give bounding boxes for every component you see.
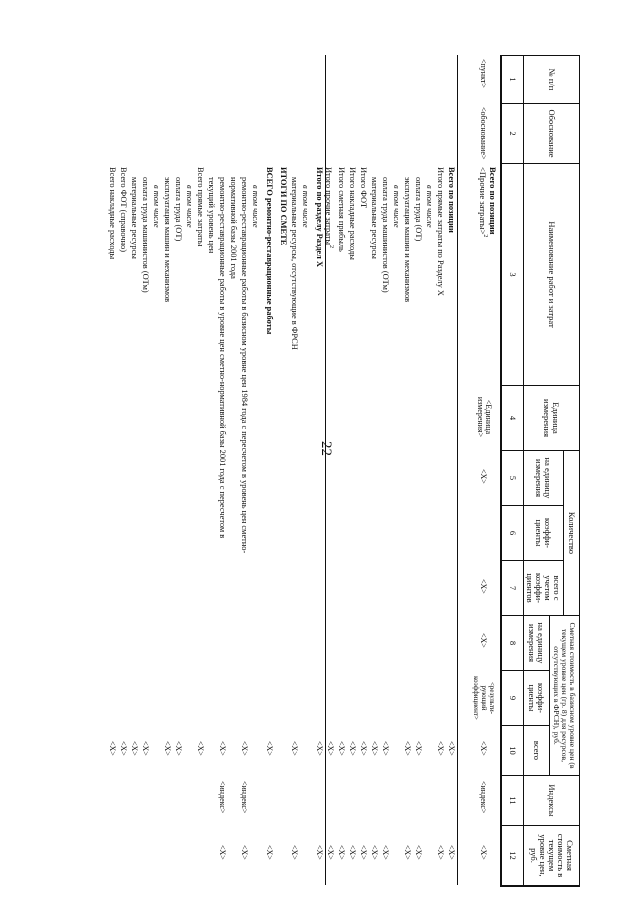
summary-line-text: Всего накладные расходы bbox=[108, 167, 117, 260]
summary-line bbox=[347, 55, 357, 885]
header-cost-coef: коэффи-циенты bbox=[523, 671, 549, 726]
index-marker: <индекс> bbox=[240, 781, 249, 814]
column-number-3: 3 bbox=[501, 164, 523, 386]
header-qty-coef: коэффи-циенты bbox=[523, 506, 563, 561]
summary-line-text: нормативной базы 2001 года bbox=[229, 177, 238, 279]
value-marker: <X> bbox=[130, 741, 139, 756]
value-marker: <X> bbox=[315, 741, 324, 756]
row-c9: <результи-рующий коэффициент> bbox=[472, 676, 496, 720]
summary-line-text: оплата труда машинистов (ОТм) bbox=[381, 177, 390, 293]
summary-line-text: в том числе bbox=[251, 185, 260, 228]
summary-line bbox=[300, 55, 310, 885]
header-name: Наименование работ и затрат bbox=[523, 164, 579, 386]
summary-line-text: ремонтно-реставрационные работы в базисном уровне цен 1984 года с пересчетом в уровень цен сметно- bbox=[240, 177, 249, 554]
summary-line bbox=[107, 55, 117, 885]
page-number: 22 bbox=[318, 441, 334, 456]
summary-line-text: в том числе bbox=[392, 185, 401, 228]
header-qty: Количество bbox=[563, 451, 579, 616]
summary-line-text: Всего по позиции bbox=[447, 167, 456, 233]
header-cost: Сметная стоимость в базисном уровне цен (в текущем уровне цен (гр. 8) для ресурсов, отсутствующих в ФРСН), руб. bbox=[549, 616, 579, 776]
summary-line-text: оплата труда (ОТ) bbox=[414, 177, 423, 242]
summary-line-sup: 2 bbox=[328, 244, 334, 248]
column-number-10: 10 bbox=[501, 726, 523, 776]
summary-line bbox=[435, 55, 445, 885]
value-marker: <X> bbox=[436, 741, 445, 756]
summary-line bbox=[314, 55, 324, 885]
header-unit: Единица измерения bbox=[523, 386, 579, 451]
row-basis: <обоснование> bbox=[479, 107, 488, 160]
value-marker: <X> bbox=[337, 741, 346, 756]
current-value-marker: <X> bbox=[447, 845, 456, 860]
summary-line bbox=[184, 55, 194, 885]
summary-line bbox=[446, 55, 456, 885]
column-number-2: 2 bbox=[501, 104, 523, 164]
column-number-8: 8 bbox=[501, 616, 523, 671]
summary-line bbox=[217, 55, 227, 885]
value-marker: <X> bbox=[403, 741, 412, 756]
column-number-6: 6 bbox=[501, 506, 523, 561]
summary-line bbox=[424, 55, 434, 885]
value-marker: <X> bbox=[174, 741, 183, 756]
current-value-marker: <X> bbox=[436, 845, 445, 860]
summary-line bbox=[228, 55, 238, 885]
summary-line-text: текущий уровень цен bbox=[207, 177, 216, 254]
value-marker: <X> bbox=[218, 741, 227, 756]
summary-line-text: материальные ресурсы bbox=[370, 177, 379, 259]
column-number-7: 7 bbox=[501, 561, 523, 616]
summary-line-text: Итого накладные расходы bbox=[348, 167, 357, 260]
position-row bbox=[457, 55, 502, 885]
value-marker: <X> bbox=[196, 741, 205, 756]
summary-line-text: Итого сметная прибыль bbox=[337, 167, 346, 252]
row-cur: <X> bbox=[479, 845, 488, 860]
summary-line bbox=[118, 55, 128, 885]
value-marker: <X> bbox=[163, 741, 172, 756]
row-c8: <X> bbox=[479, 633, 488, 648]
summary-line bbox=[380, 55, 390, 885]
summary-line-text: эксплуатация машин и механизмов bbox=[403, 177, 412, 303]
index-marker: <индекс> bbox=[218, 781, 227, 814]
summary-line bbox=[250, 55, 260, 885]
header-current-cost: Сметная стоимость в текущем уровне цен, руб. bbox=[523, 826, 579, 886]
summary-line bbox=[140, 55, 150, 885]
summary-line-text: оплата труда машинистов (ОТм) bbox=[141, 177, 150, 293]
summary-divider bbox=[325, 55, 326, 885]
row-name-text: <Прочие затраты> bbox=[478, 167, 488, 235]
value-marker: <X> bbox=[381, 741, 390, 756]
summary-line-text: Итого ФОТ bbox=[359, 167, 368, 209]
current-value-marker: <X> bbox=[414, 845, 423, 860]
summary-line-text: ВСЕГО ремонтно-реставрационные работы bbox=[265, 167, 274, 335]
estimate-table bbox=[500, 55, 580, 887]
current-value-marker: <X> bbox=[218, 845, 227, 860]
column-number-9: 9 bbox=[501, 671, 523, 726]
header-basis: Обоснование bbox=[523, 104, 579, 164]
summary-line-text: Итого по разделу Раздел X bbox=[315, 167, 324, 267]
summary-line-text: ремонтно-реставрационные работы в уровне цен сметно-нормативной базы 2001 года с пересчетом в bbox=[218, 177, 227, 539]
summary-line bbox=[264, 55, 274, 885]
summary-line bbox=[325, 55, 335, 885]
current-value-marker: <X> bbox=[315, 845, 324, 860]
header-cost-per-unit: на единицу измерения bbox=[523, 616, 549, 671]
summary-line-text: Итого прямые затраты по Разделу X bbox=[436, 167, 445, 296]
current-value-marker: <X> bbox=[337, 845, 346, 860]
current-value-marker: <X> bbox=[290, 845, 299, 860]
value-marker: <X> bbox=[348, 741, 357, 756]
column-number-5: 5 bbox=[501, 451, 523, 506]
summary-line-text: в том числе bbox=[301, 185, 310, 228]
value-marker: <X> bbox=[370, 741, 379, 756]
row-name-sup: 2 bbox=[481, 234, 488, 238]
summary-line-text: Всего ФОТ (справочно) bbox=[119, 167, 128, 253]
current-value-marker: <X> bbox=[240, 845, 249, 860]
header-qty-per-unit: на единицу измерения bbox=[523, 451, 563, 506]
summary-line-text: материальные ресурсы bbox=[130, 177, 139, 259]
current-value-marker: <X> bbox=[348, 845, 357, 860]
summary-line bbox=[369, 55, 379, 885]
current-value-marker: <X> bbox=[265, 845, 274, 860]
row-c10: <X> bbox=[479, 741, 488, 756]
value-marker: <X> bbox=[414, 741, 423, 756]
value-marker: <X> bbox=[119, 741, 128, 756]
summary-line bbox=[402, 55, 412, 885]
summary-line bbox=[195, 55, 205, 885]
current-value-marker: <X> bbox=[370, 845, 379, 860]
summary-line bbox=[162, 55, 172, 885]
summary-line-text: оплата труда (ОТ) bbox=[174, 177, 183, 242]
value-marker: <X> bbox=[447, 741, 456, 756]
row-q5: <X> bbox=[479, 469, 488, 484]
value-marker: <X> bbox=[359, 741, 368, 756]
summary-line-text: ИТОГИ ПО СМЕТЕ bbox=[279, 167, 288, 246]
header-num: № п/п bbox=[523, 56, 579, 104]
summary-line bbox=[289, 55, 299, 885]
row-idx: <индекс> bbox=[479, 781, 488, 814]
summary-line bbox=[206, 55, 216, 885]
value-marker: <X> bbox=[290, 741, 299, 756]
value-marker: <X> bbox=[265, 741, 274, 756]
summary-line bbox=[358, 55, 368, 885]
summary-line bbox=[151, 55, 161, 885]
summary-line-text: Всего прямые затраты bbox=[196, 167, 205, 247]
column-number-12: 12 bbox=[501, 826, 523, 886]
summary-line-text: в том числе bbox=[185, 185, 194, 228]
summary-line bbox=[129, 55, 139, 885]
current-value-marker: <X> bbox=[359, 845, 368, 860]
summary-line bbox=[278, 55, 288, 885]
summary-line-text: в том числе bbox=[425, 185, 434, 228]
current-value-marker: <X> bbox=[403, 845, 412, 860]
header-qty-total: всего с учетом коэффи-циентов bbox=[523, 561, 563, 616]
summary-line-text: в том числе bbox=[152, 185, 161, 228]
summary-line bbox=[336, 55, 346, 885]
column-number-11: 11 bbox=[501, 776, 523, 826]
summary-line-text: Итого прочие затраты$^2$ bbox=[324, 167, 334, 248]
rotated-estimate-table bbox=[40, 55, 580, 885]
value-marker: <X> bbox=[141, 741, 150, 756]
header-cost-total: всего bbox=[523, 726, 549, 776]
value-marker: <X> bbox=[240, 741, 249, 756]
value-marker: <X> bbox=[108, 741, 117, 756]
summary-line bbox=[173, 55, 183, 885]
row-num: <пункт> bbox=[479, 59, 488, 88]
value-marker: <X> bbox=[326, 741, 335, 756]
row-unit: <Единица измерения> bbox=[476, 396, 493, 438]
summary-line bbox=[391, 55, 401, 885]
current-value-marker: <X> bbox=[381, 845, 390, 860]
summary-lines bbox=[46, 55, 456, 885]
row-q7: <X> bbox=[479, 579, 488, 594]
summary-line bbox=[413, 55, 423, 885]
header-indices: Индексы bbox=[523, 776, 579, 826]
row-name bbox=[478, 167, 488, 237]
column-number-1: 1 bbox=[501, 56, 523, 104]
current-value-marker: <X> bbox=[326, 845, 335, 860]
summary-line bbox=[239, 55, 249, 885]
row-name-total: Всего по позиции bbox=[488, 167, 498, 235]
summary-line-text: эксплуатация машин и механизмов bbox=[163, 177, 172, 303]
column-number-4: 4 bbox=[501, 386, 523, 451]
summary-line-text: материальные ресурсы, отсутствующие в ФРСН bbox=[290, 177, 299, 350]
